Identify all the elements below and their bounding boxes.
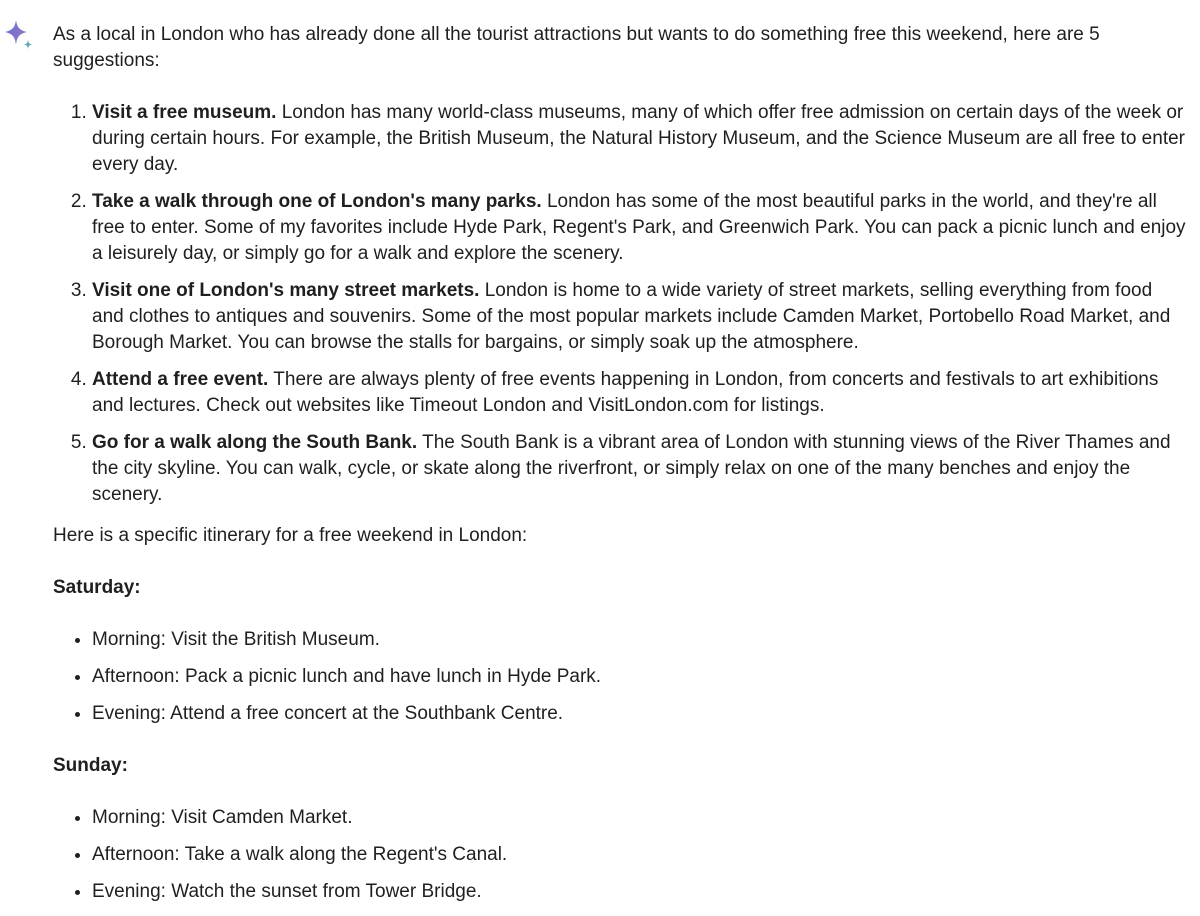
suggestion-title: Go for a walk along the South Bank. [92, 432, 418, 453]
list-item: • Afternoon: Take a walk along the Regent's Canal. [92, 842, 1188, 868]
list-item: • Afternoon: Pack a picnic lunch and have lunch in Hyde Park. [92, 664, 1188, 690]
suggestion-body: London is home to a wide variety of street markets, selling everything from food and clothes to antiques and souvenirs. Some of the most popular markets include Camden Market, Portobello Road Market, and Borough Market. You can browse the stalls for bargains, or simply soak up the atmosphere. [92, 280, 1171, 353]
suggestion-title: Visit one of London's many street markets. [92, 280, 480, 301]
sparkle-icon [2, 18, 36, 52]
list-item: • Evening: Attend a free concert at the Southbank Centre. [92, 701, 1188, 727]
list-item: • Morning: Visit the British Museum. [92, 627, 1188, 653]
list-item: • Evening: Watch the sunset from Tower Bridge. [92, 879, 1188, 905]
suggestion-body: The South Bank is a vibrant area of London with stunning views of the River Thames and the city skyline. You can walk, cycle, or skate along the riverfront, or simply relax on one of the many benches and enjoy the scenery. [92, 432, 1171, 505]
list-item [92, 430, 1188, 508]
response-intro: As a local in London who has already done all the tourist attractions but wants to do something free this weekend, here are 5 suggestions: [53, 24, 1100, 71]
sunday-plan-list [53, 805, 1188, 905]
list-item [92, 100, 1188, 178]
itinerary-intro: Here is a specific itinerary for a free weekend in London: [53, 525, 528, 546]
list-item: • Morning: Visit Camden Market. [92, 805, 1188, 831]
suggestion-body: London has some of the most beautiful parks in the world, and they're all free to enter. Some of my favorites include Hyde Park, Regent's Park, and Greenwich Park. You can pack a picnic lunch and enjoy a leisurely day, or simply go for a walk and explore the scenery. [92, 191, 1186, 264]
suggestion-title: Take a walk through one of London's many parks. [92, 191, 542, 212]
suggestion-title: Visit a free museum. [92, 102, 277, 123]
list-item [92, 367, 1188, 419]
saturday-plan-list [53, 627, 1188, 727]
suggestion-body: There are always plenty of free events happening in London, from concerts and festivals to art exhibitions and lectures. Check out websites like Timeout London and VisitLondon.com for listings. [92, 369, 1159, 416]
suggestion-title: Attend a free event. [92, 369, 269, 390]
assistant-response [53, 22, 1188, 916]
day-heading-saturday: Saturday: [53, 577, 141, 598]
list-item [92, 278, 1188, 356]
day-heading-sunday: Sunday: [53, 755, 128, 776]
list-item [92, 189, 1188, 267]
suggestion-list [53, 100, 1188, 508]
suggestion-body: London has many world-class museums, many of which offer free admission on certain days of the week or during certain hours. For example, the British Museum, the Natural History Museum, and the Science Museum are all free to enter every day. [92, 102, 1185, 175]
